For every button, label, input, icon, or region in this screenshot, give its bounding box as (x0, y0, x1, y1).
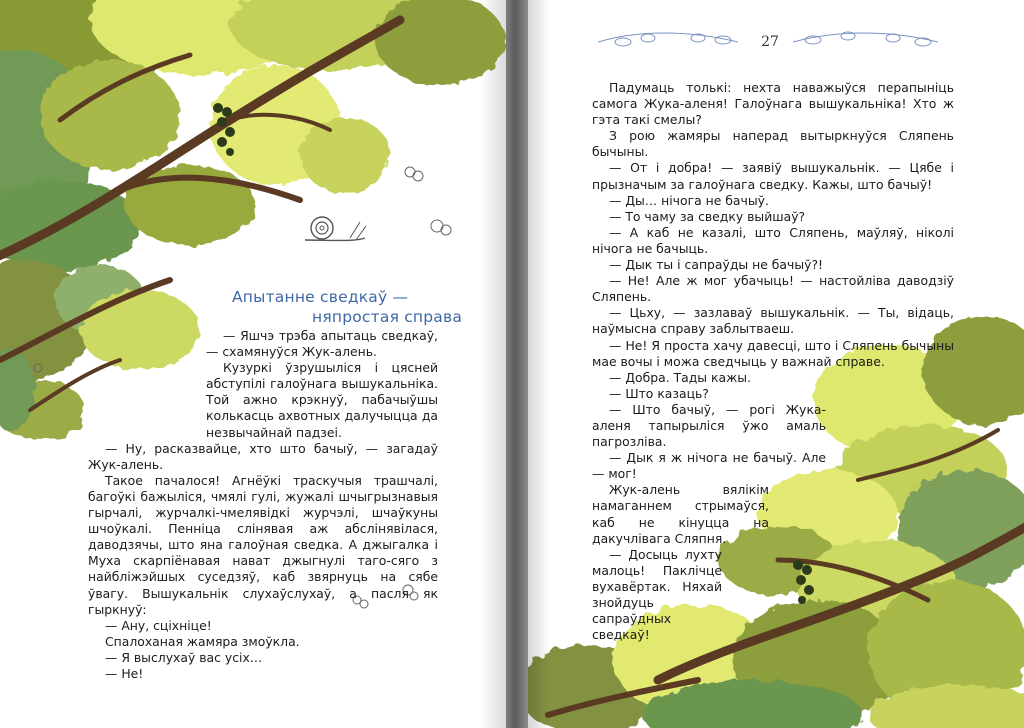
page-number: 27 (761, 34, 779, 50)
book-gutter (506, 0, 528, 728)
paragraph: — Добра. Тады кажы. (609, 369, 751, 385)
paragraph: — А каб не казалі, што Сляпень, маўляў, ніколі нічога не бачыць. (592, 224, 954, 256)
paragraph: — То чаму за сведку выйшаў? (609, 208, 806, 224)
left-page-text (88, 328, 438, 682)
paragraph: — Досыць лухту малоць! Паклічце вухавёртак. Няхай знойдуць сапраўдных сведкаў! (592, 546, 722, 643)
paragraph: — Ды… нічога не бачыў. (609, 192, 769, 208)
paragraph: — Не! Я проста хачу давесці, што і Сляпень бычыны мае вочы і можа сведчыць у важнай справе. (592, 337, 954, 369)
paragraph: — Не! Але ж мог убачыць! — настойліва даводзіў Сляпень. (592, 273, 954, 305)
paragraph: — Дык ты і сапраўды не бачыў?! (609, 257, 823, 273)
paragraph: — От і добра! — заявіў вышукальнік. — Цябе і прызначым за галоўнага сведку. Кажы, што бачыў! (592, 160, 954, 192)
paragraph: Такое пачалося! Агнёўкі траскучыя трашчалі, багоўкі бажыліся, чмялі гулі, жужалі шчыгрызнавыя гырчалі, журчалкі-чмелявідкі журчэлі, шчаўкуны шчоўкалі. Пенніца слінявая аж абслінявілася, даводзячы, што яна галоўная сведка. А джыгалка і Муха скарпіёнавая нават джыгнулі таго-сяго з найбліжэйшых суседзяў, каб звярнуць на сябе ўвагу. Вышукальнік слухаўслухаў, а пасля як гыркнуў: (88, 472, 438, 617)
paragraph: — Цьху, — зазлаваў вышукальнік. — Ты, відаць, наўмысна справу заблытваеш. (592, 305, 954, 337)
paragraph: Спалоханая жамяра змоўкла. (105, 633, 300, 649)
paragraph: З рою жамяры наперад вытыркнуўся Сляпень бычыны. (592, 128, 954, 160)
paragraph: Кузуркі ўзрушыліся і цясней абступілі галоўнага вышукальніка. Той ажно крэкнуў, пабачыўшы колькасць ахвотных далучыцца да незвычайнай падзеі. (206, 360, 438, 440)
paragraph: Жук-алень вялікім намаганнем стрымаўся, каб не кінуцца на дакучлівага Сляпня. (592, 482, 769, 546)
chapter-heading-line-1: Апытанне сведкаў — (232, 288, 409, 306)
snail-illustration (305, 217, 366, 241)
paragraph: — Што бачыў, — рогі Жука-аленя тапырыліся ўжо амаль пагрозліва. (592, 401, 826, 450)
chapter-heading-line-2: няпростая справа (312, 308, 463, 326)
left-page (0, 0, 506, 728)
paragraph: Падумаць толькі: нехта наважыўся перапыніць самога Жука-аленя! Галоўнага вышукальніка! Хто ж гэта такі смелы? (592, 80, 954, 128)
paragraph: — Яшчэ трэба апытаць сведкаў, — схамянуўся Жук-алень. (206, 328, 438, 360)
paragraph: — Што казаць? (609, 385, 709, 401)
paragraph: — Не! (105, 665, 144, 681)
paragraph: — Я выслухаў вас усіх… (105, 649, 263, 665)
paragraph: — Дык я ж нічога не бачыў. Але — мог! (592, 450, 826, 482)
paragraph: — Ану, сціхніце! (105, 617, 212, 633)
paragraph: — Ну, расказвайце, хто што бачыў, — загадаў Жук-алень. (88, 440, 438, 472)
right-page-text (592, 80, 954, 643)
